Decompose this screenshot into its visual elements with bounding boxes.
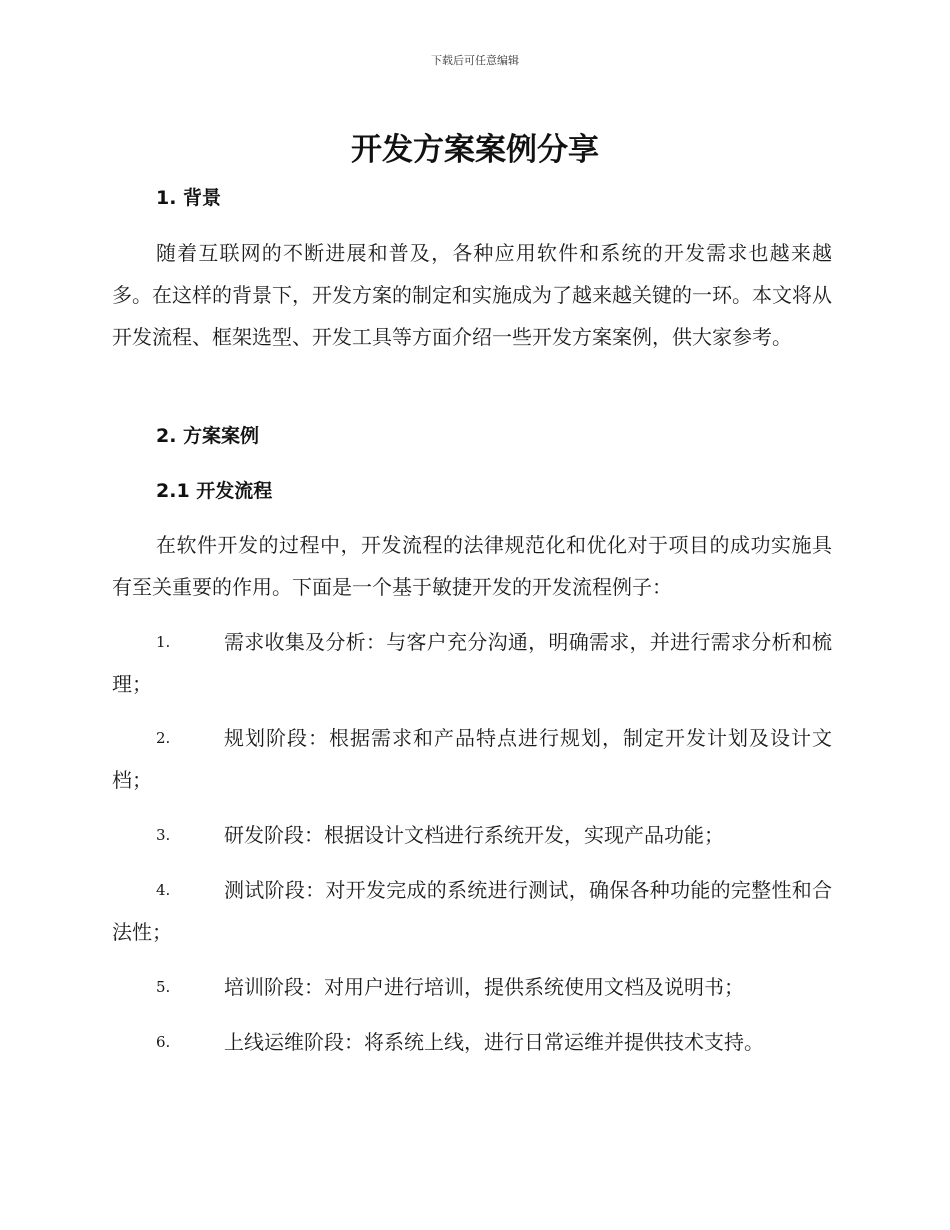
- list-item-text: 研发阶段：根据设计文档进行系统开发，实现产品功能；: [224, 823, 724, 847]
- subsection-heading-dev-process: 2.1 开发流程: [156, 480, 273, 502]
- list-item: [112, 814, 832, 856]
- background-paragraph: 随着互联网的不断进展和普及，各种应用软件和系统的开发需求也越来越多。在这样的背景下，开发方案的制定和实施成为了越来越关键的一环。本文将从开发流程、框架选型、开发工具等方面介绍一些开发方案案例，供大家参考。: [112, 241, 832, 349]
- list-item-text: 需求收集及分析：与客户充分沟通，明确需求，并进行需求分析和梳理；: [112, 630, 832, 696]
- list-item: [112, 966, 832, 1008]
- dev-process-paragraph: 在软件开发的过程中，开发流程的法律规范化和优化对于项目的成功实施具有至关重要的作用。下面是一个基于敏捷开发的开发流程例子：: [112, 533, 832, 599]
- list-item-text: 上线运维阶段：将系统上线，进行日常运维并提供技术支持。: [224, 1030, 764, 1054]
- list-item-number: 2.: [156, 729, 171, 747]
- section-heading-cases: 2. 方案案例: [156, 425, 260, 447]
- document-title: 开发方案案例分享: [351, 132, 599, 168]
- list-item-text: 规划阶段：根据需求和产品特点进行规划，制定开发计划及设计文档；: [112, 726, 832, 792]
- list-item-text: 测试阶段：对开发完成的系统进行测试，确保各种功能的完整性和合法性；: [112, 878, 832, 944]
- list-item-number: 1.: [156, 633, 171, 651]
- list-item-number: 5.: [156, 978, 171, 996]
- list-item: [112, 869, 832, 953]
- list-item-number: 6.: [156, 1033, 171, 1051]
- list-item-number: 3.: [156, 826, 171, 844]
- list-item-number: 4.: [156, 881, 171, 899]
- list-item: [112, 1021, 832, 1063]
- list-item-text: 培训阶段：对用户进行培训，提供系统使用文档及说明书；: [224, 975, 744, 999]
- page-header-note: 下载后可任意编辑: [431, 54, 519, 67]
- list-item: [112, 621, 832, 705]
- list-item: [112, 717, 832, 801]
- section-heading-background: 1. 背景: [156, 187, 222, 209]
